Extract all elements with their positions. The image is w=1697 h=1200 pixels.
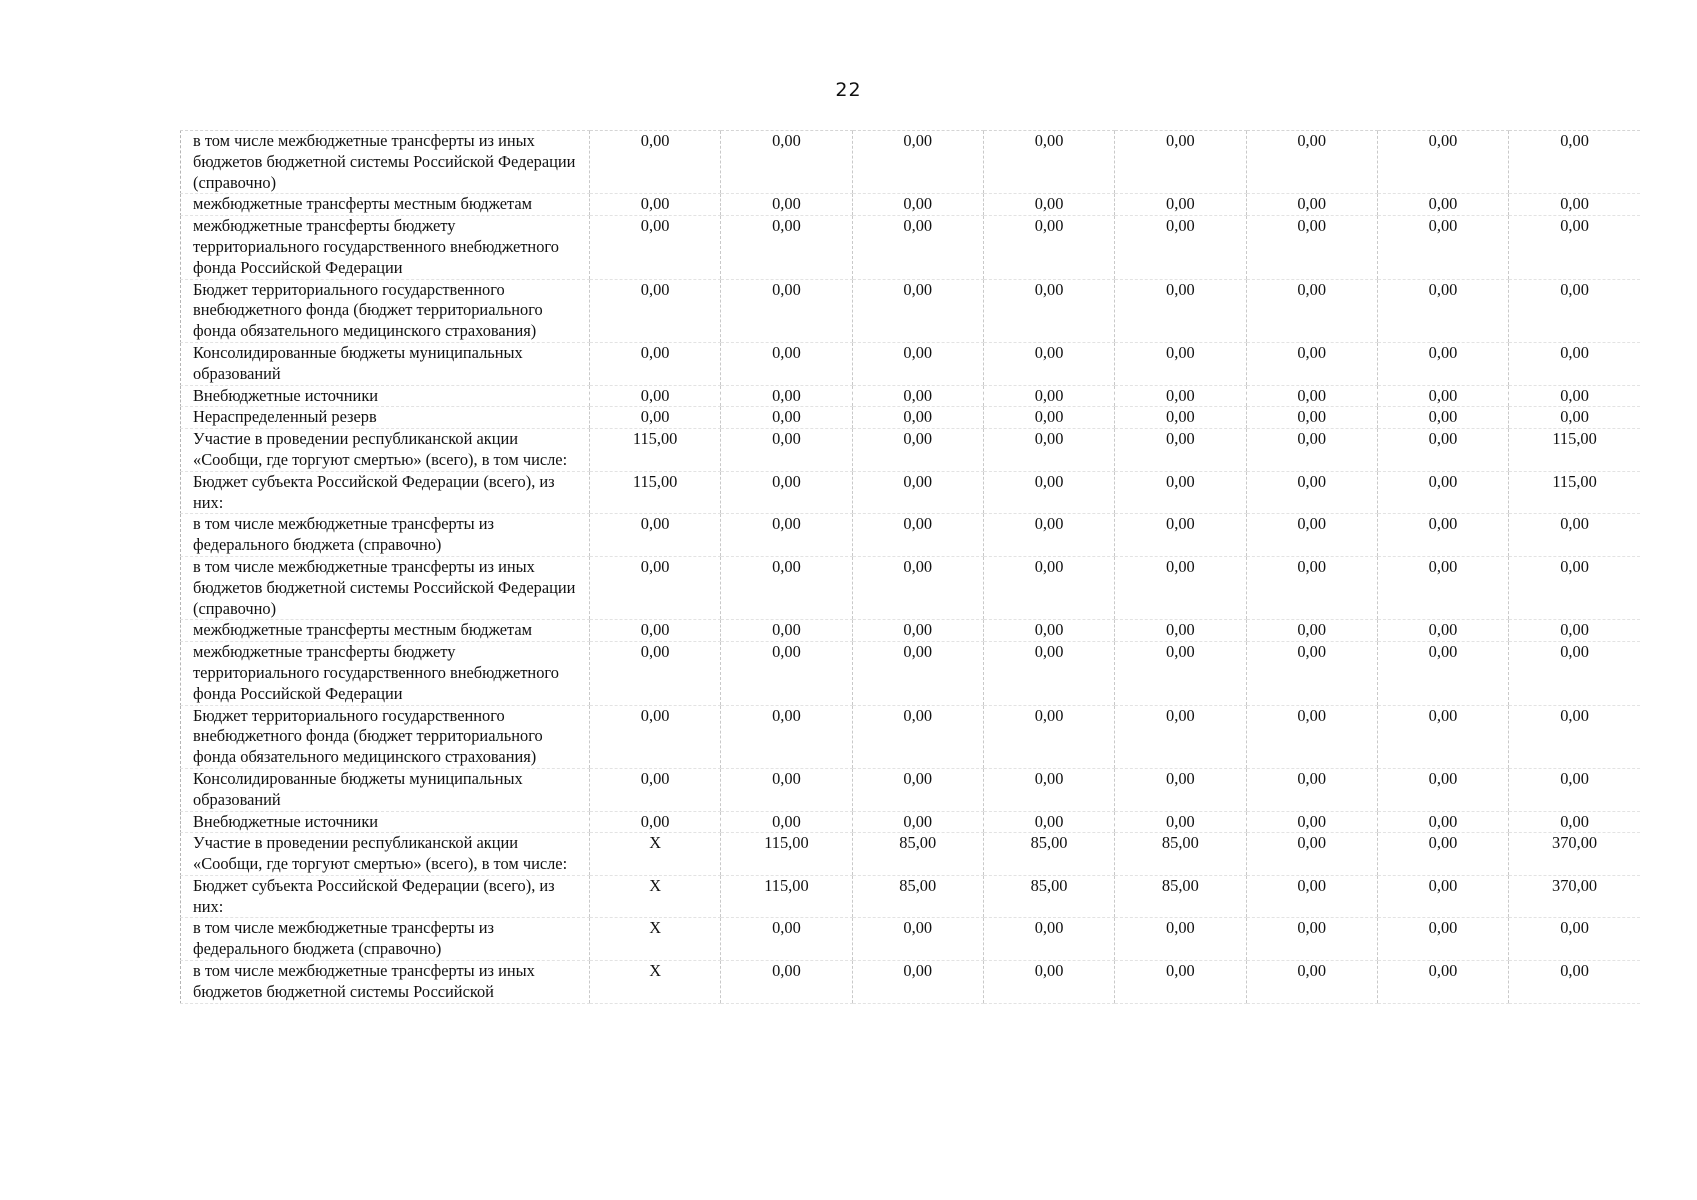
value-cell: 0,00 [852, 429, 983, 472]
value-cell: 0,00 [721, 620, 852, 642]
value-cell: 85,00 [1115, 833, 1246, 876]
row-label: в том числе межбюджетные трансферты из федерального бюджета (справочно) [181, 918, 590, 961]
value-cell: 0,00 [589, 620, 720, 642]
value-cell: 0,00 [852, 642, 983, 705]
value-cell: 0,00 [1509, 705, 1640, 768]
value-cell: 85,00 [852, 833, 983, 876]
table-row [181, 875, 1641, 918]
value-cell: 0,00 [721, 918, 852, 961]
value-cell: 0,00 [1509, 279, 1640, 342]
value-cell: 0,00 [1246, 342, 1377, 385]
value-cell: 0,00 [852, 620, 983, 642]
value-cell: 0,00 [983, 514, 1114, 557]
table-row [181, 620, 1641, 642]
value-cell: 0,00 [1115, 556, 1246, 619]
value-cell: 0,00 [721, 705, 852, 768]
value-cell: 0,00 [1509, 768, 1640, 811]
value-cell: 0,00 [1246, 875, 1377, 918]
value-cell: 0,00 [1377, 407, 1508, 429]
value-cell: 0,00 [852, 194, 983, 216]
value-cell: 0,00 [1115, 705, 1246, 768]
value-cell: 0,00 [983, 131, 1114, 194]
row-label: Нераспределенный резерв [181, 407, 590, 429]
value-cell: 0,00 [1377, 471, 1508, 514]
value-cell: 0,00 [1246, 279, 1377, 342]
value-cell: 0,00 [1377, 642, 1508, 705]
value-cell: 0,00 [983, 194, 1114, 216]
row-label: в том числе межбюджетные трансферты из иных бюджетов бюджетной системы Российской Федерации (справочно) [181, 556, 590, 619]
value-cell: 0,00 [1377, 620, 1508, 642]
value-cell: 0,00 [852, 556, 983, 619]
table-row [181, 471, 1641, 514]
value-cell: 0,00 [1115, 385, 1246, 407]
value-cell: 0,00 [1115, 407, 1246, 429]
value-cell: 0,00 [1377, 875, 1508, 918]
value-cell: 0,00 [1246, 961, 1377, 1004]
row-label: Бюджет субъекта Российской Федерации (всего), из них: [181, 875, 590, 918]
value-cell: 0,00 [1246, 131, 1377, 194]
value-cell: 0,00 [721, 811, 852, 833]
value-cell: 0,00 [721, 385, 852, 407]
value-cell: 0,00 [1115, 768, 1246, 811]
value-cell: 0,00 [1377, 961, 1508, 1004]
value-cell: X [589, 961, 720, 1004]
value-cell: 115,00 [589, 471, 720, 514]
row-label: Внебюджетные источники [181, 811, 590, 833]
row-label: в том числе межбюджетные трансферты из иных бюджетов бюджетной системы Российской [181, 961, 590, 1004]
value-cell: 0,00 [1509, 620, 1640, 642]
value-cell: 0,00 [983, 642, 1114, 705]
value-cell: 0,00 [721, 194, 852, 216]
row-label: межбюджетные трансферты местным бюджетам [181, 194, 590, 216]
value-cell: 0,00 [852, 961, 983, 1004]
value-cell: 0,00 [983, 407, 1114, 429]
table-row [181, 556, 1641, 619]
row-label: Участие в проведении республиканской акции «Сообщи, где торгуют смертью» (всего), в том числе: [181, 833, 590, 876]
value-cell: 0,00 [983, 216, 1114, 279]
value-cell: 0,00 [1246, 811, 1377, 833]
value-cell: 0,00 [589, 556, 720, 619]
table-row [181, 705, 1641, 768]
value-cell: 0,00 [1509, 131, 1640, 194]
value-cell: 85,00 [983, 875, 1114, 918]
value-cell: 0,00 [1246, 216, 1377, 279]
value-cell: 115,00 [1509, 471, 1640, 514]
table-row [181, 918, 1641, 961]
value-cell: 0,00 [983, 961, 1114, 1004]
value-cell: 0,00 [852, 811, 983, 833]
value-cell: 0,00 [721, 961, 852, 1004]
value-cell: 0,00 [589, 768, 720, 811]
value-cell: 0,00 [1377, 705, 1508, 768]
value-cell: 0,00 [1509, 194, 1640, 216]
value-cell: 115,00 [721, 833, 852, 876]
value-cell: 0,00 [1509, 216, 1640, 279]
value-cell: 0,00 [1377, 131, 1508, 194]
table-row [181, 131, 1641, 194]
value-cell: 0,00 [721, 407, 852, 429]
value-cell: 0,00 [589, 279, 720, 342]
value-cell: 0,00 [1115, 642, 1246, 705]
value-cell: 0,00 [852, 768, 983, 811]
value-cell: 0,00 [1377, 811, 1508, 833]
value-cell: 0,00 [1377, 216, 1508, 279]
table-row [181, 642, 1641, 705]
value-cell: 0,00 [983, 918, 1114, 961]
value-cell: 0,00 [589, 705, 720, 768]
value-cell: 0,00 [1246, 918, 1377, 961]
row-label: Консолидированные бюджеты муниципальных образований [181, 768, 590, 811]
value-cell: 370,00 [1509, 833, 1640, 876]
value-cell: 0,00 [1377, 194, 1508, 216]
value-cell: 0,00 [852, 216, 983, 279]
value-cell: 0,00 [1115, 216, 1246, 279]
value-cell: 0,00 [1377, 556, 1508, 619]
value-cell: 0,00 [1115, 514, 1246, 557]
table-body [181, 131, 1641, 1004]
value-cell: 0,00 [1509, 918, 1640, 961]
value-cell: 0,00 [852, 342, 983, 385]
budget-table [180, 130, 1640, 1004]
value-cell: 85,00 [983, 833, 1114, 876]
value-cell: 0,00 [1246, 620, 1377, 642]
value-cell: 0,00 [721, 642, 852, 705]
table-row [181, 279, 1641, 342]
value-cell: 0,00 [1377, 918, 1508, 961]
value-cell: 0,00 [983, 342, 1114, 385]
row-label: Бюджет территориального государственного внебюджетного фонда (бюджет территориального фонда обязательного медицинского страхования) [181, 705, 590, 768]
table-row [181, 961, 1641, 1004]
value-cell: 0,00 [1246, 514, 1377, 557]
table-row [181, 514, 1641, 557]
table-row [181, 407, 1641, 429]
row-label: в том числе межбюджетные трансферты из федерального бюджета (справочно) [181, 514, 590, 557]
value-cell: 85,00 [1115, 875, 1246, 918]
value-cell: 0,00 [589, 811, 720, 833]
value-cell: 0,00 [983, 279, 1114, 342]
value-cell: 0,00 [1509, 407, 1640, 429]
value-cell: 85,00 [852, 875, 983, 918]
value-cell: 115,00 [721, 875, 852, 918]
value-cell: 0,00 [1246, 768, 1377, 811]
value-cell: 0,00 [721, 556, 852, 619]
value-cell: 0,00 [1377, 342, 1508, 385]
value-cell: 0,00 [1246, 642, 1377, 705]
value-cell: 0,00 [589, 407, 720, 429]
value-cell: 0,00 [852, 918, 983, 961]
value-cell: 0,00 [852, 705, 983, 768]
value-cell: 0,00 [1377, 833, 1508, 876]
value-cell: 0,00 [983, 471, 1114, 514]
value-cell: 0,00 [1115, 918, 1246, 961]
value-cell: 0,00 [1115, 194, 1246, 216]
row-label: Внебюджетные источники [181, 385, 590, 407]
value-cell: 0,00 [852, 471, 983, 514]
value-cell: 0,00 [1246, 705, 1377, 768]
value-cell: 0,00 [983, 556, 1114, 619]
value-cell: X [589, 918, 720, 961]
row-label: Консолидированные бюджеты муниципальных образований [181, 342, 590, 385]
row-label: межбюджетные трансферты бюджету территориального государственного внебюджетного фонда Российской Федерации [181, 216, 590, 279]
value-cell: 0,00 [589, 194, 720, 216]
value-cell: 0,00 [852, 514, 983, 557]
value-cell: 0,00 [1246, 194, 1377, 216]
table-row [181, 768, 1641, 811]
value-cell: 0,00 [589, 385, 720, 407]
budget-table-container [180, 130, 1640, 1004]
table-row [181, 385, 1641, 407]
table-row [181, 194, 1641, 216]
value-cell: 0,00 [983, 811, 1114, 833]
value-cell: 0,00 [1115, 620, 1246, 642]
value-cell: 0,00 [1115, 131, 1246, 194]
value-cell: 0,00 [1377, 385, 1508, 407]
value-cell: 0,00 [1509, 342, 1640, 385]
value-cell: 0,00 [1246, 407, 1377, 429]
value-cell: 0,00 [1246, 471, 1377, 514]
value-cell: 0,00 [1509, 556, 1640, 619]
value-cell: 0,00 [589, 642, 720, 705]
value-cell: 0,00 [983, 705, 1114, 768]
value-cell: 0,00 [721, 342, 852, 385]
value-cell: 0,00 [721, 131, 852, 194]
row-label: в том числе межбюджетные трансферты из иных бюджетов бюджетной системы Российской Федерации (справочно) [181, 131, 590, 194]
value-cell: 0,00 [1115, 811, 1246, 833]
value-cell: 0,00 [1246, 385, 1377, 407]
value-cell: 0,00 [589, 131, 720, 194]
value-cell: 0,00 [589, 342, 720, 385]
value-cell: 0,00 [1377, 514, 1508, 557]
value-cell: 0,00 [983, 429, 1114, 472]
value-cell: 0,00 [852, 131, 983, 194]
value-cell: 0,00 [721, 471, 852, 514]
value-cell: 0,00 [1509, 811, 1640, 833]
value-cell: 0,00 [852, 407, 983, 429]
value-cell: 0,00 [589, 216, 720, 279]
value-cell: 0,00 [721, 279, 852, 342]
value-cell: 0,00 [1115, 342, 1246, 385]
value-cell: 0,00 [721, 216, 852, 279]
row-label: Участие в проведении республиканской акции «Сообщи, где торгуют смертью» (всего), в том числе: [181, 429, 590, 472]
row-label: Бюджет территориального государственного внебюджетного фонда (бюджет территориального фонда обязательного медицинского страхования) [181, 279, 590, 342]
value-cell: 0,00 [1115, 429, 1246, 472]
value-cell: 0,00 [852, 385, 983, 407]
value-cell: X [589, 875, 720, 918]
value-cell: 115,00 [1509, 429, 1640, 472]
value-cell: 0,00 [589, 514, 720, 557]
row-label: межбюджетные трансферты бюджету территориального государственного внебюджетного фонда Российской Федерации [181, 642, 590, 705]
table-row [181, 342, 1641, 385]
value-cell: 0,00 [1246, 556, 1377, 619]
value-cell: 0,00 [1115, 279, 1246, 342]
value-cell: 0,00 [1377, 768, 1508, 811]
value-cell: 0,00 [1246, 833, 1377, 876]
value-cell: 370,00 [1509, 875, 1640, 918]
value-cell: 0,00 [1509, 385, 1640, 407]
value-cell: 0,00 [1246, 429, 1377, 472]
value-cell: 0,00 [1509, 514, 1640, 557]
value-cell: 115,00 [589, 429, 720, 472]
value-cell: 0,00 [1115, 471, 1246, 514]
value-cell: 0,00 [1115, 961, 1246, 1004]
value-cell: 0,00 [983, 768, 1114, 811]
page-number: 22 [835, 79, 862, 101]
row-label: Бюджет субъекта Российской Федерации (всего), из них: [181, 471, 590, 514]
table-row [181, 216, 1641, 279]
value-cell: 0,00 [1377, 429, 1508, 472]
table-row [181, 833, 1641, 876]
value-cell: 0,00 [983, 620, 1114, 642]
value-cell: 0,00 [1509, 642, 1640, 705]
value-cell: 0,00 [1509, 961, 1640, 1004]
value-cell: 0,00 [721, 514, 852, 557]
value-cell: 0,00 [1377, 279, 1508, 342]
row-label: межбюджетные трансферты местным бюджетам [181, 620, 590, 642]
value-cell: 0,00 [721, 429, 852, 472]
value-cell: 0,00 [983, 385, 1114, 407]
table-row [181, 811, 1641, 833]
table-row [181, 429, 1641, 472]
value-cell: X [589, 833, 720, 876]
value-cell: 0,00 [852, 279, 983, 342]
value-cell: 0,00 [721, 768, 852, 811]
